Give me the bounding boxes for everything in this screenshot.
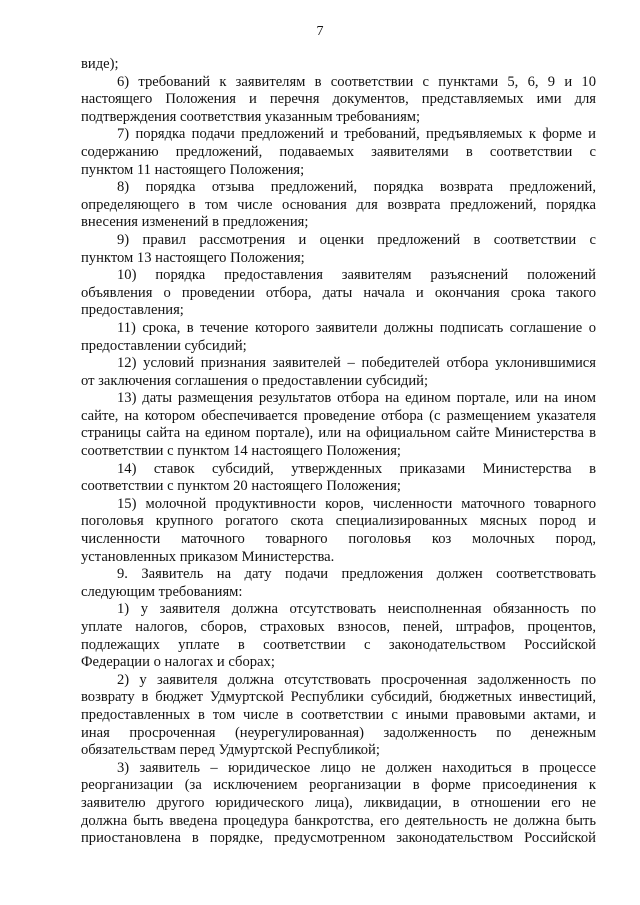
text-line: предоставления; [81,302,184,319]
text-line: обязательствам перед Удмуртской Республикой; [81,742,380,759]
text-line: страницы сайта на едином портале), или на официальном сайте Министерства в [81,425,596,442]
text-line: 7) порядка подачи предложений и требований, предъявляемых к форме и [117,126,596,143]
text-line: настоящего Положения и перечня документов, представляемых ими для [81,91,596,108]
text-line: предоставленных в том числе в соответствии с иными правовыми актами, и [81,706,596,723]
text-line: сайте, на котором обеспечивается проведение отбора (с размещением указателя [81,407,596,424]
text-line: поголовья крупного рогатого скота специализированных мясных пород и [81,513,596,530]
text-line: заявителю другого юридического лица), ликвидации, в отношении его не [81,794,596,811]
text-line: уплате налогов, сборов, страховых взносов, пеней, штрафов, процентов, [81,619,596,635]
text-line: следующим требованиям: [81,583,243,600]
text-line: от заключения соглашения о предоставлении субсидий; [81,372,429,389]
text-line: реорганизации (за исключением реорганизации в форме присоединения к [81,777,596,794]
text-line: внесения изменений в предложения; [81,214,309,231]
text-line: пунктом 13 настоящего Положения; [81,249,305,266]
text-line: 2) у заявителя должна отсутствовать просроченная задолженность по [117,671,596,688]
text-line: пунктом 11 настоящего Положения; [81,161,305,178]
text-line: 1) у заявителя должна отсутствовать неисполненная обязанность по [117,601,596,618]
text-line: 12) условий признания заявителей – победителей отбора уклонившимися [117,355,596,372]
text-line: численности маточного товарного поголовья коз молочных пород, [81,531,596,548]
text-line: приостановлена в порядке, предусмотренном законодательством Российской [81,830,596,847]
text-line: подлежащих уплате в соответствии с законодательством Российской [81,636,596,653]
text-line: 10) порядка предоставления заявителям разъяснений положений [117,267,596,284]
text-line: соответствии с пунктом 20 настоящего Положения; [81,478,401,495]
text-line: 15) молочной продуктивности коров, численности маточного товарного [117,495,596,512]
text-line: иная просроченная (неурегулированная) задолженность по денежным [81,724,596,741]
text-line: 9) правил рассмотрения и оценки предложений в соответствии с [117,231,596,248]
text-line: 3) заявитель – юридическое лицо не должен находиться в процессе [117,759,596,776]
text-line: 14) ставок субсидий, утвержденных приказами Министерства в [117,460,596,477]
text-line: 9. Заявитель на дату подачи предложения должен соответствовать [117,566,596,583]
text-line: 11) срока, в течение которого заявители должны подписать соглашение о [117,319,596,336]
text-line: определяющего в том числе основания для возврата предложений, порядка [81,196,596,213]
text-line: предоставлении субсидий; [81,337,247,354]
text-line: возврату в бюджет Удмуртской Республики субсидий, бюджетных инвестиций, [81,689,596,706]
page-number: 7 [316,24,324,39]
text-line: подтверждения соответствия указанным требованиям; [81,108,421,125]
text-line: должна быть введена процедура банкротства, его деятельность не должна быть [81,812,596,829]
text-line: 6) требований к заявителям в соответствии с пунктами 5, 6, 9 и 10 [117,73,596,90]
text-line: установленных приказом Министерства. [81,548,335,565]
text-line: виде); [81,56,119,72]
document-body [81,56,596,848]
text-line: 13) даты размещения результатов отбора на едином портале, или на ином [117,390,596,407]
text-line: Федерации о налогах и сборах; [81,654,275,671]
text-line: содержанию предложений, подаваемых заявителями в соответствии с [81,143,596,160]
text-line: объявления о проведении отбора, даты начала и окончания срока такого [81,284,596,301]
text-line: соответствии с пунктом 14 настоящего Положения; [81,443,401,460]
text-line: 8) порядка отзыва предложений, порядка возврата предложений, [117,179,596,196]
